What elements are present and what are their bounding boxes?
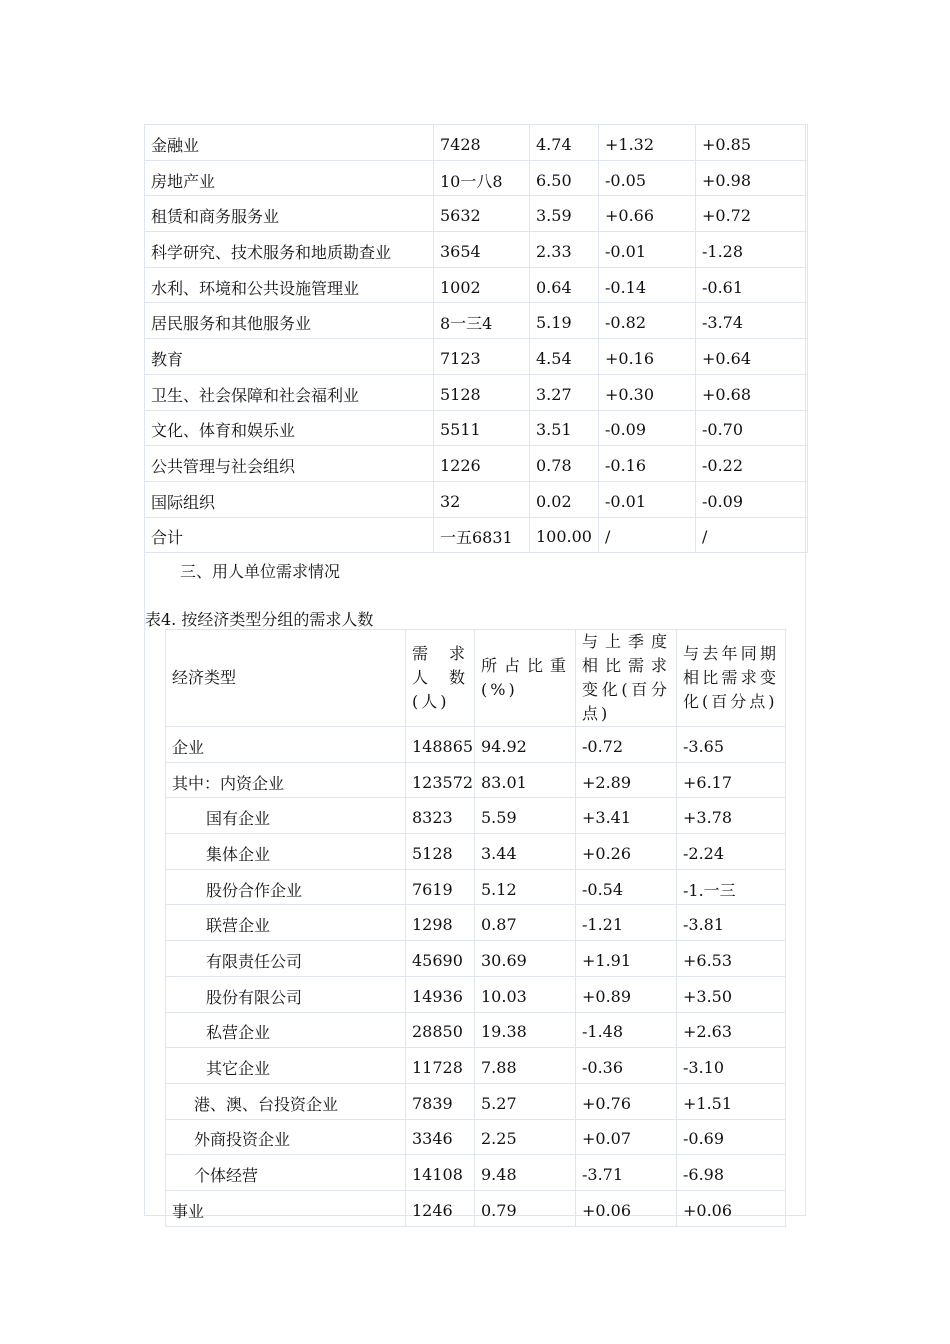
share-percent: 3.44 — [475, 834, 576, 870]
economic-type: 有限责任公司 — [166, 941, 406, 977]
qoq-change: -0.01 — [599, 232, 696, 268]
table-row — [145, 303, 808, 339]
yoy-change: -0.70 — [696, 410, 808, 446]
qoq-change: -0.14 — [599, 267, 696, 303]
yoy-change: +0.85 — [696, 125, 808, 161]
yoy-change: -1.28 — [696, 232, 808, 268]
demand-count: 10一八8 — [434, 160, 530, 196]
table-row — [145, 339, 808, 375]
table-row — [166, 1155, 786, 1191]
yoy-change: -3.65 — [677, 727, 786, 763]
header-qoq-change: 与上季度相比需求变化(百分点) — [576, 630, 677, 727]
yoy-change: +2.63 — [677, 1012, 786, 1048]
table-row — [166, 905, 786, 941]
qoq-change: -0.09 — [599, 410, 696, 446]
share-percent: 6.50 — [530, 160, 599, 196]
share-percent: 9.48 — [475, 1155, 576, 1191]
qoq-change: -1.48 — [576, 1012, 677, 1048]
share-percent: 10.03 — [475, 976, 576, 1012]
qoq-change: -3.71 — [576, 1155, 677, 1191]
demand-count: 5632 — [434, 196, 530, 232]
share-percent: 19.38 — [475, 1012, 576, 1048]
economic-type: 事业 — [166, 1190, 406, 1226]
header-yoy-change: 与去年同期相比需求变化(百分点) — [677, 630, 786, 727]
industry-name: 金融业 — [145, 125, 434, 161]
demand-count: 7839 — [406, 1083, 475, 1119]
yoy-change: +6.17 — [677, 762, 786, 798]
share-percent: 3.27 — [530, 374, 599, 410]
demand-count: 32 — [434, 481, 530, 517]
yoy-change: +0.64 — [696, 339, 808, 375]
table-row — [145, 267, 808, 303]
demand-count: 5128 — [406, 834, 475, 870]
economic-type: 联营企业 — [166, 905, 406, 941]
table-row — [145, 481, 808, 517]
industry-name: 合计 — [145, 517, 434, 553]
economic-type: 股份合作企业 — [166, 869, 406, 905]
yoy-change: +3.50 — [677, 976, 786, 1012]
industry-name: 文化、体育和娱乐业 — [145, 410, 434, 446]
qoq-change: -0.36 — [576, 1048, 677, 1084]
industry-name: 水利、环境和公共设施管理业 — [145, 267, 434, 303]
industry-name: 居民服务和其他服务业 — [145, 303, 434, 339]
demand-count: 14936 — [406, 976, 475, 1012]
economic-type: 个体经营 — [166, 1155, 406, 1191]
demand-count: 11728 — [406, 1048, 475, 1084]
qoq-change: +0.76 — [576, 1083, 677, 1119]
demand-count: 一五6831 — [434, 517, 530, 553]
demand-count: 1002 — [434, 267, 530, 303]
demand-count: 45690 — [406, 941, 475, 977]
share-percent: 3.51 — [530, 410, 599, 446]
industry-demand-table — [144, 124, 808, 553]
share-percent: 0.64 — [530, 267, 599, 303]
demand-count: 5128 — [434, 374, 530, 410]
qoq-change: +0.89 — [576, 976, 677, 1012]
header-economic-type: 经济类型 — [166, 630, 406, 727]
table-row — [166, 762, 786, 798]
economic-type: 国有企业 — [166, 798, 406, 834]
qoq-change: +1.32 — [599, 125, 696, 161]
table-row — [166, 798, 786, 834]
yoy-change: +0.72 — [696, 196, 808, 232]
section-heading: 三、用人单位需求情况 — [180, 562, 341, 581]
total-row — [145, 517, 808, 553]
share-percent: 0.02 — [530, 481, 599, 517]
qoq-change: +1.91 — [576, 941, 677, 977]
share-percent: 83.01 — [475, 762, 576, 798]
industry-name: 房地产业 — [145, 160, 434, 196]
yoy-change: -3.74 — [696, 303, 808, 339]
qoq-change: +0.26 — [576, 834, 677, 870]
yoy-change: -6.98 — [677, 1155, 786, 1191]
economic-type: 外商投资企业 — [166, 1119, 406, 1155]
industry-name: 教育 — [145, 339, 434, 375]
table-row — [166, 727, 786, 763]
qoq-change: +0.07 — [576, 1119, 677, 1155]
qoq-change: +0.66 — [599, 196, 696, 232]
share-percent: 2.33 — [530, 232, 599, 268]
yoy-change: +3.78 — [677, 798, 786, 834]
share-percent: 0.87 — [475, 905, 576, 941]
yoy-change: +6.53 — [677, 941, 786, 977]
demand-count: 3346 — [406, 1119, 475, 1155]
qoq-change: +0.06 — [576, 1190, 677, 1226]
yoy-change: / — [696, 517, 808, 553]
demand-count: 8一三4 — [434, 303, 530, 339]
table-row — [145, 125, 808, 161]
demand-count: 3654 — [434, 232, 530, 268]
yoy-change: +0.98 — [696, 160, 808, 196]
yoy-change: -0.69 — [677, 1119, 786, 1155]
table-row — [145, 160, 808, 196]
header-share-percent: 所占比重(%) — [475, 630, 576, 727]
industry-name: 科学研究、技术服务和地质勘查业 — [145, 232, 434, 268]
qoq-change: +0.30 — [599, 374, 696, 410]
demand-count: 148865 — [406, 727, 475, 763]
qoq-change: -1.21 — [576, 905, 677, 941]
demand-count: 123572 — [406, 762, 475, 798]
demand-count: 5511 — [434, 410, 530, 446]
table-row — [145, 446, 808, 482]
economic-type: 其它企业 — [166, 1048, 406, 1084]
qoq-change: -0.16 — [599, 446, 696, 482]
table-row — [166, 941, 786, 977]
yoy-change: -3.10 — [677, 1048, 786, 1084]
table-row — [145, 410, 808, 446]
industry-name: 租赁和商务服务业 — [145, 196, 434, 232]
industry-name: 卫生、社会保障和社会福利业 — [145, 374, 434, 410]
yoy-change: -0.61 — [696, 267, 808, 303]
qoq-change: +0.16 — [599, 339, 696, 375]
demand-count: 8323 — [406, 798, 475, 834]
share-percent: 94.92 — [475, 727, 576, 763]
share-percent: 0.78 — [530, 446, 599, 482]
demand-count: 1246 — [406, 1190, 475, 1226]
table-row — [145, 374, 808, 410]
qoq-change: -0.82 — [599, 303, 696, 339]
demand-count: 1226 — [434, 446, 530, 482]
qoq-change: / — [599, 517, 696, 553]
economic-type: 企业 — [166, 727, 406, 763]
economic-type: 集体企业 — [166, 834, 406, 870]
table-row — [166, 1012, 786, 1048]
economic-type: 股份有限公司 — [166, 976, 406, 1012]
share-percent: 5.59 — [475, 798, 576, 834]
header-demand-count: 需求人数(人) — [406, 630, 475, 727]
qoq-change: +3.41 — [576, 798, 677, 834]
table-row — [166, 834, 786, 870]
yoy-change: +0.06 — [677, 1190, 786, 1226]
qoq-change: -0.72 — [576, 727, 677, 763]
yoy-change: -2.24 — [677, 834, 786, 870]
table-caption: 表4. 按经济类型分组的需求人数 — [145, 610, 374, 629]
share-percent: 4.54 — [530, 339, 599, 375]
demand-count: 7123 — [434, 339, 530, 375]
share-percent: 7.88 — [475, 1048, 576, 1084]
qoq-change: -0.05 — [599, 160, 696, 196]
yoy-change: -1.一三 — [677, 869, 786, 905]
yoy-change: -3.81 — [677, 905, 786, 941]
yoy-change: -0.22 — [696, 446, 808, 482]
yoy-change: -0.09 — [696, 481, 808, 517]
table-row — [166, 1048, 786, 1084]
share-percent: 5.19 — [530, 303, 599, 339]
table-row — [145, 196, 808, 232]
demand-count: 1298 — [406, 905, 475, 941]
share-percent: 30.69 — [475, 941, 576, 977]
industry-name: 国际组织 — [145, 481, 434, 517]
share-percent: 3.59 — [530, 196, 599, 232]
qoq-change: +2.89 — [576, 762, 677, 798]
table-row — [166, 869, 786, 905]
demand-count: 28850 — [406, 1012, 475, 1048]
share-percent: 0.79 — [475, 1190, 576, 1226]
table-row — [166, 1190, 786, 1226]
table-row — [166, 1083, 786, 1119]
economic-type: 港、澳、台投资企业 — [166, 1083, 406, 1119]
share-percent: 100.00 — [530, 517, 599, 553]
industry-name: 公共管理与社会组织 — [145, 446, 434, 482]
demand-count: 7428 — [434, 125, 530, 161]
share-percent: 5.12 — [475, 869, 576, 905]
yoy-change: +1.51 — [677, 1083, 786, 1119]
qoq-change: -0.01 — [599, 481, 696, 517]
economic-type: 其中：内资企业 — [166, 762, 406, 798]
share-percent: 4.74 — [530, 125, 599, 161]
qoq-change: -0.54 — [576, 869, 677, 905]
demand-count: 14108 — [406, 1155, 475, 1191]
demand-count: 7619 — [406, 869, 475, 905]
table-row — [145, 232, 808, 268]
table-row — [166, 976, 786, 1012]
table-row — [166, 1119, 786, 1155]
economic-type-demand-table — [165, 629, 786, 1227]
share-percent: 2.25 — [475, 1119, 576, 1155]
yoy-change: +0.68 — [696, 374, 808, 410]
table-header-row — [166, 630, 786, 727]
share-percent: 5.27 — [475, 1083, 576, 1119]
economic-type: 私营企业 — [166, 1012, 406, 1048]
